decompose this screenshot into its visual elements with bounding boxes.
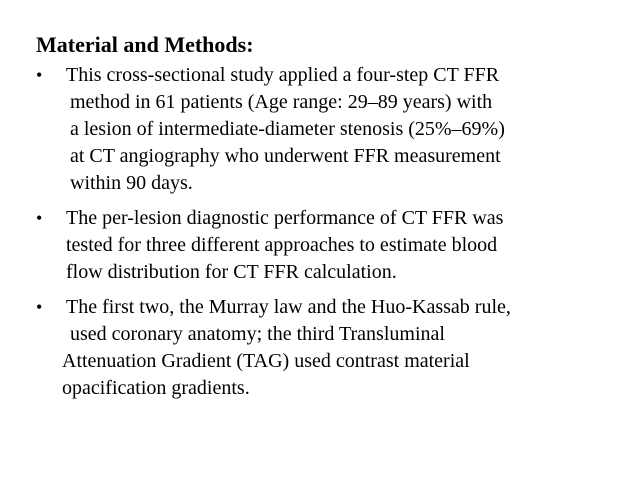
section-heading: Material and Methods: — [36, 32, 254, 57]
bullet-1-line-2: method in 61 patients (Age range: 29–89 years) with — [70, 91, 493, 113]
bullet-3-line-3: Attenuation Gradient (TAG) used contrast material — [62, 350, 470, 372]
bullet-icon: • — [36, 297, 43, 317]
bullet-icon: • — [36, 208, 43, 228]
bullet-2-line-2: tested for three different approaches to estimate blood — [66, 234, 498, 256]
bullet-3-line-4: opacification gradients. — [62, 377, 250, 399]
bullet-2-line-1: The per-lesion diagnostic performance of CT FFR was — [66, 207, 504, 229]
bullet-1-line-5: within 90 days. — [70, 172, 193, 194]
bullet-icon: • — [36, 65, 43, 85]
bullet-2-line-3: flow distribution for CT FFR calculation. — [66, 261, 397, 283]
bullet-1-line-1: This cross-sectional study applied a four-step CT FFR — [66, 64, 500, 86]
bullet-3-line-1: The first two, the Murray law and the Huo-Kassab rule, — [66, 296, 511, 318]
bullet-1-line-4: at CT angiography who underwent FFR measurement — [70, 145, 501, 167]
bullet-1-line-3: a lesion of intermediate-diameter stenosis (25%–69%) — [70, 118, 505, 140]
bullet-3-line-2: used coronary anatomy; the third Transluminal — [70, 323, 445, 345]
